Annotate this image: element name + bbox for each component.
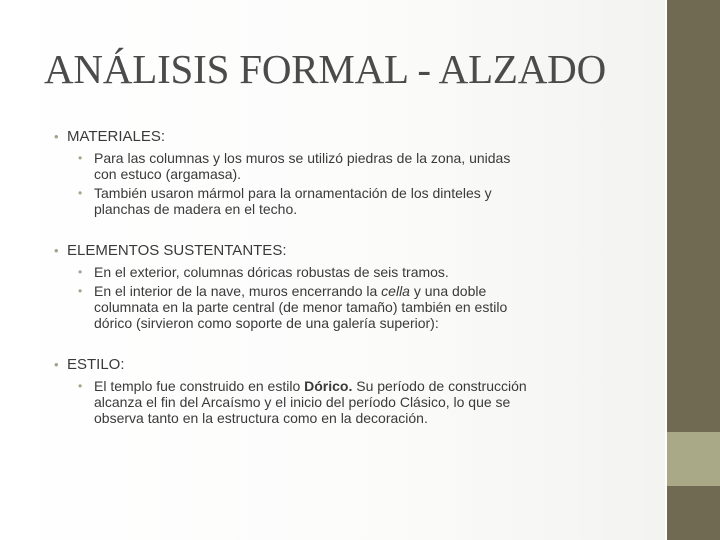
section-heading: ELEMENTOS SUSTENTANTES: — [67, 242, 287, 259]
section-heading: ESTILO: — [67, 356, 125, 373]
bold-term-dorico: Dórico. — [304, 378, 353, 394]
text-line: En el exterior, columnas dóricas robustas de seis tramos. — [94, 264, 449, 280]
text-fragment: y una doble — [409, 283, 487, 299]
bullet-icon: • — [78, 379, 83, 393]
bullet-icon: • — [54, 357, 59, 372]
text-line: alcanza el fin del Arcaísmo y el inicio del período Clásico, lo que se — [94, 394, 511, 410]
slide-body — [52, 128, 652, 426]
bullet-elementos-sustentantes — [52, 242, 652, 260]
text-line: planchas de madera en el techo. — [94, 201, 298, 217]
bullet-icon: • — [54, 243, 59, 258]
italic-term-cella: cella — [381, 283, 410, 299]
text-fragment: En el interior de la nave, muros encerrando la — [94, 283, 382, 299]
section-heading: MATERIALES: — [67, 128, 166, 145]
bullet-icon: • — [78, 284, 83, 298]
slide-title: ANÁLISIS FORMAL - ALZADO — [44, 46, 606, 92]
sub-bullet-materiales-1 — [52, 150, 652, 182]
sidebar-accent-block — [667, 432, 720, 486]
text-line: dórico (sirvieron como soporte de una galería superior): — [94, 315, 439, 331]
sub-bullet-sustentantes-2 — [52, 283, 652, 331]
bullet-estilo — [52, 356, 652, 374]
bullet-icon: • — [78, 186, 83, 200]
text-line: También usaron mármol para la ornamentación de los dinteles y — [94, 185, 492, 201]
bullet-icon: • — [54, 129, 59, 144]
text-line: con estuco (argamasa). — [94, 166, 242, 182]
text-line: observa tanto en la estructura como en la decoración. — [94, 410, 428, 426]
bullet-icon: • — [78, 151, 83, 165]
sub-bullet-materiales-2 — [52, 185, 652, 217]
bullet-materiales — [52, 128, 652, 146]
text-fragment: El templo fue construido en estilo — [94, 378, 305, 394]
text-line: Para las columnas y los muros se utilizó piedras de la zona, unidas — [94, 150, 511, 166]
sub-bullet-sustentantes-1 — [52, 264, 652, 280]
bullet-icon: • — [78, 265, 83, 279]
text-fragment: Su período de construcción — [352, 378, 527, 394]
sub-bullet-estilo-1 — [52, 378, 652, 426]
text-line: columnata en la parte central (de menor tamaño) también en estilo — [94, 299, 508, 315]
